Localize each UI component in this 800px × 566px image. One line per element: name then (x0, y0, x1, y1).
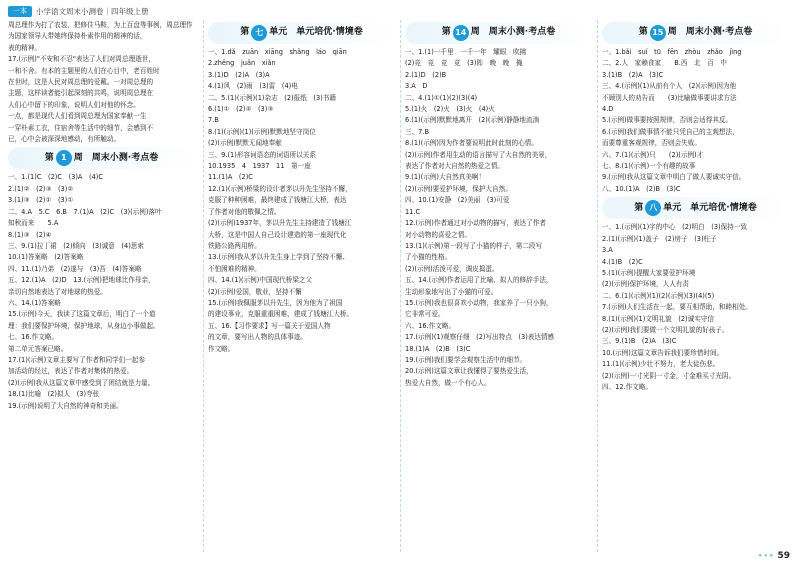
answer-line: 9.(1)(示例)大自然真美啊！ (405, 173, 486, 182)
answer-line: 4.D (602, 105, 614, 114)
answer-line: 七、8.(1)(示例)一个有趣的故事 (602, 162, 696, 171)
section-number-badge: 1 (56, 150, 72, 166)
section-title-prefix: 第 (638, 27, 648, 38)
answer-line: 17.(1)(示例)文章主要写了作者和同学们一起参 (8, 355, 146, 364)
answer-line: 的文章，要写出人物的具体事迹。 (208, 333, 307, 342)
answer-line: 一、1.(1)一千里 一千一年 耀眼 吹拂 (405, 48, 527, 56)
answer-line: 八、10.(1)A (2)B (3)C (602, 184, 681, 193)
section-title-suffix: 单元 单元培优·情境卷 (269, 27, 363, 38)
section-header (405, 22, 592, 44)
section-title-prefix: 第 (634, 202, 644, 213)
answer-line: 铁路公路两用桥。 (208, 241, 261, 250)
answer-line: 不怕困难的精神。 (208, 264, 261, 273)
section-title-suffix: 单元 单元培优·情境卷 (663, 202, 757, 213)
answer-line: 热爱大自然，做一个有心人。 (405, 378, 491, 387)
answer-line: 五、14.(示例)作者运用了比喻、拟人的修辞手法， (405, 276, 553, 285)
section-title-suffix: 周 周末小测·考点卷 (73, 152, 159, 163)
answer-line: 三、7.B (405, 127, 430, 136)
answer-line: 3.(1)③ (2)① (3)① (8, 196, 74, 205)
answer-line: 的建设事业，克服重重困难，建成了钱塘江大桥。 (208, 310, 354, 319)
answer-line: 四、14.(1)(示例)中国现代桥梁之父 (208, 276, 313, 285)
answer-column-1 (8, 20, 195, 552)
section-number-badge: 七 (251, 25, 267, 41)
section-header (208, 22, 395, 44)
section-title-prefix: 第 (240, 27, 250, 38)
answer-line: 3.(1)B (2)A (3)C (602, 70, 664, 79)
answer-line: 不顾别人的劝告而 (3)比喻做事要讲求方法 (602, 93, 737, 102)
answer-line: 四、12.作文略。 (602, 382, 653, 391)
answer-column-2 (208, 20, 395, 552)
answer-line: 二、4.A 5.C 6.B 7.(1)A (2)C (3)(示例)落叶 (8, 207, 162, 216)
answer-line: 在世时，这是人民对周总理的爱戴。一对周总理的 (8, 78, 154, 87)
answer-line: 三、9.(1)形容词语态的词语所以关系 (208, 150, 316, 159)
answer-line: 主题，这样读者能引起深刻的共鸣，说明周总理在 (8, 89, 154, 98)
answer-line: 3.(1)D (2)A (3)A (208, 70, 270, 79)
answer-line: (2)(示例)我从这篇文章中感受到了团结就是力量。 (8, 378, 155, 387)
answer-line: 七、16.作文略。 (8, 333, 59, 342)
section-number-badge: 八 (645, 200, 661, 216)
answer-line: 对小动物的喜爱之情。 (405, 230, 471, 239)
answer-line: 18.(1)比喻 (2)拟人 (3)夸张 (8, 390, 100, 399)
answer-line: (2)(示例)要爱护环境，保护大自然。 (405, 184, 512, 193)
answer-line: 8.(1)③ (2)④ (8, 230, 52, 239)
answer-line: 大桥，这是中国人自己设计建造的第一座现代化 (208, 230, 347, 239)
answer-line: 二、2.人 家赖食家 B.西 北 百 中 (602, 59, 728, 68)
answer-line: 4.(1)风 (2)雨 (3)雷 (4)电 (208, 82, 298, 91)
answer-line: 六、14.(1)答案略 (8, 298, 61, 307)
page-header (8, 4, 149, 18)
answer-line: 13.(1)(示例)第一段写了小猫的样子，第二段写 (405, 241, 543, 250)
answer-line: (2)(示例)作者用生动的语言描写了大自然的美景， (405, 150, 552, 159)
answer-line: 一点，都是现代人们看到周总理为国家奉献一生 (8, 112, 147, 121)
answer-line: 2.(1)(示例)(1)盖子 (2)房子 (3)柱子 (602, 234, 717, 243)
answer-line: 周总理作为打了农装，把修住马鞍，为上百盘等事例，周总理作为国家领导人带她终保持朴素作用的精神的话， (8, 21, 193, 41)
answer-line: 12.(1)(示例)桥梁的设计者茅以升先生坚持不懈， (208, 184, 352, 193)
answer-line: 8.(1)(示例)因为作者要说明此时此刻的心情。 (405, 139, 538, 148)
answer-line: 而要尊重客观规律，否则会失败。 (602, 139, 701, 148)
answer-line: 已，心中会被深深地感动，有所触动。 (8, 135, 121, 144)
answer-line: 5.(示例)做事要按照规律，否则会适得其反。 (602, 116, 733, 125)
answer-line: 三、9.(1)拉丁裙 (2)倾向 (3)诚意 (4)思索 (8, 241, 144, 250)
answer-line: 9.(示例)我从这篇文章中明白了做人要诚实守信。 (602, 173, 746, 182)
answer-line: 2.(1)② (2)③ (3)② (8, 184, 74, 193)
answer-line: 了作者对他的敬佩之情。 (208, 207, 281, 216)
answer-line: 六、16.作文略。 (405, 321, 456, 330)
answer-line: 六、7.(1)(示例)只 (2)(示例)才 (602, 150, 704, 159)
answer-line: 人们心中留下的印象，说明人们对他的怀念。 (8, 100, 140, 109)
answer-line: (2)(示例)保护环境，人人有责 (602, 280, 690, 289)
answer-line: 亲切自然地表达了对地球的热爱。 (8, 287, 107, 296)
answer-line: 了小猫的性格。 (405, 253, 452, 262)
answer-line: 第二单元答案已略。 (8, 344, 68, 353)
answer-line: 一、1.dǎ zuān xiāng shǎng láo qiān (208, 48, 347, 56)
page-number: ••• 59 (758, 551, 790, 561)
answer-line: 10.1935 4 1937 11 第一座 (208, 162, 311, 171)
answer-line: 它非常可爱。 (405, 310, 445, 319)
answer-line: 17.(示例)(1)观察仔细 (2)写出特点 (3)表达情感 (405, 333, 555, 342)
answer-line: 作文略。 (208, 344, 235, 353)
answer-line: 17.(示例)"不安和不忍"表达了人们对周总理逝世， (8, 55, 155, 64)
answer-line: 生动形象地写出了小猫的可爱。 (405, 287, 498, 296)
answer-line: 12.(示例)作者通过对小动物的描写，表达了作者 (405, 219, 546, 228)
answer-columns (8, 20, 794, 552)
answer-line: 19.(示例)我们要学会观察生活中的细节。 (405, 355, 527, 364)
section-title-suffix: 周 周末小测·考点卷 (667, 27, 753, 38)
answer-line: 5.(1)(示例)提醒大家要爱护环境 (602, 268, 696, 277)
answer-column-3 (405, 20, 592, 552)
brand-logo: 一本 (8, 6, 32, 17)
answer-line: 三、4.(示例)(1)从前有个人 (2)(示例)因为他 (602, 82, 737, 91)
section-header (602, 197, 789, 219)
answer-line: 四、10.(1)安静 (2)美丽 (3)可爱 (405, 196, 510, 205)
answer-line: (2)(示例)一寸光阴一寸金，寸金难买寸光阴。 (602, 371, 736, 380)
section-header (8, 147, 195, 169)
answer-line: 18.(1)A (2)B (3)C (405, 344, 471, 353)
answer-line: 13.(示例)我从茅以升先生身上学到了坚持不懈、 (208, 253, 349, 262)
answer-line: 一、1.(示例)(1)字的中心 (2)明白 (3)保持一致 (602, 223, 747, 232)
section-title-prefix: 第 (441, 27, 451, 38)
answer-line: 6.(1)① (2)② (3)③ (208, 105, 274, 114)
section-number-badge: 14 (453, 25, 469, 41)
section-title-prefix: 第 (44, 152, 54, 163)
answer-line: 四、11.(1)乃弟 (2)遂与 (3)吾 (4)答案略 (8, 264, 142, 273)
answer-line: 19.(示例)说明了大自然的神奇和美丽。 (8, 401, 123, 410)
answer-line: 知秋而来 5.A (8, 219, 59, 228)
answer-line: 一和不舍。有本的主题里的人们在心目中，老百姓时 (8, 66, 160, 75)
answer-line: 3.A D (405, 82, 428, 91)
answer-line: 理：我们要保护环境，保护地球，从身边小事做起。 (8, 321, 160, 330)
answer-line: (2)(示例)爱国，敬业，坚持不懈 (208, 287, 302, 296)
answer-line: 11.(1)(示例)少壮不努力，老大徒伤悲。 (602, 360, 720, 369)
series-title: 小学语文周末小测卷｜四年级上册 (36, 6, 149, 16)
answer-line: 二、6.(1)(示例)(1)(2)(示例)(3)(4)(5) (602, 291, 715, 300)
answer-line: 2.(1)D (2)B (405, 70, 447, 79)
answer-line: 五、12.(1)A (2)D 13.(示例)把地球比作母亲， (8, 276, 155, 285)
answer-line: 表的精神。 (8, 43, 41, 52)
answer-line: 三、9.(1)B (2)A (3)C (602, 337, 677, 346)
answer-line: 一穿朴素工衣，住宿舍等生活中的细节，会感到不 (8, 123, 154, 132)
answer-line: 8.(1)(示例)(1)(示例)默默地坚守岗位 (208, 127, 316, 136)
answer-line: (2)竞 竞 竞 竞 (3)阵 晚 晚 掩 (405, 59, 523, 68)
answer-column-4 (602, 20, 789, 552)
answer-line: 15.(示例)今天，我读了这篇文章后，明白了一个道 (8, 310, 156, 319)
answer-line: 15.(示例)我佩服茅以升先生，因为他为了祖国 (208, 298, 343, 307)
answer-line: 10.(示例)这篇文章告诉我们要珍惜时间。 (602, 348, 724, 357)
answer-line: 11.(1)A (2)C (208, 173, 253, 182)
section-number-badge: 15 (650, 25, 666, 41)
answer-line: 一、1.bǎi suí tū fēn zhòu zhǎo jìng (602, 48, 742, 56)
answer-line: 4.(1)B (2)C (602, 257, 643, 266)
answer-line: 11.C (405, 207, 421, 216)
answer-line: 五、16.【习作要求】写一篇关于爱国人物 (208, 321, 331, 330)
answer-line: 6.(1)(示例)默默地离开 (2)(示例)静静地流淌 (405, 116, 540, 125)
answer-line: 7.B (208, 116, 219, 125)
answer-line: 二、5.(1)(示例)(1)杂志 (2)报纸 (3)书籍 (208, 93, 336, 102)
section-title-suffix: 周 周末小测·考点卷 (470, 27, 556, 38)
answer-line: 克服了种种困难，最终建成了钱塘江大桥，表达 (208, 196, 347, 205)
answer-line: (2)(示例)活泼可爱，调皮捣蛋。 (405, 264, 499, 273)
answer-line: (2)(示例)1937年，茅以升先生主持建造了钱塘江 (208, 219, 352, 228)
answer-line: 6.(示例)我们做事情不能只凭自己的主观想法， (602, 127, 739, 136)
answer-line: (2)(示例)默默无闻地奉献 (208, 139, 282, 148)
answer-line: 加活动的经过，表达了作者对集体的热爱。 (8, 367, 134, 376)
answer-line: 二、4.(1)①(1)(2)(3)(4) (405, 93, 478, 102)
answer-line: 15.(示例)我也很喜欢小动物，我家养了一只小狗， (405, 298, 553, 307)
answer-line: 8.(1)(示例)(1)文明礼貌 (2)诚实守信 (602, 314, 714, 323)
section-header (602, 22, 789, 44)
answer-line: 一、1.(1)C (2)C (3)A (4)C (8, 173, 103, 182)
answer-line: (2)(示例)我们要做一个文明礼貌的好孩子。 (602, 325, 729, 334)
dots-icon: ••• (758, 552, 775, 560)
answer-line: 20.(示例)这篇文章让我懂得了要热爱生活， (405, 367, 533, 376)
answer-line: 7.(示例)人们生活在一起，要互相帮助，和睦相处。 (602, 303, 752, 312)
answer-line: 2.zhěng juǎn xiǎn (208, 59, 276, 68)
answer-line: 表达了作者对大自然的热爱之情。 (405, 162, 504, 171)
answer-line: 3.A (602, 246, 613, 255)
answer-line: 10.(1)答案略 (2)答案略 (8, 253, 84, 262)
answer-line: 5.(1)火 (2)火 (3)火 (4)火 (405, 105, 495, 114)
